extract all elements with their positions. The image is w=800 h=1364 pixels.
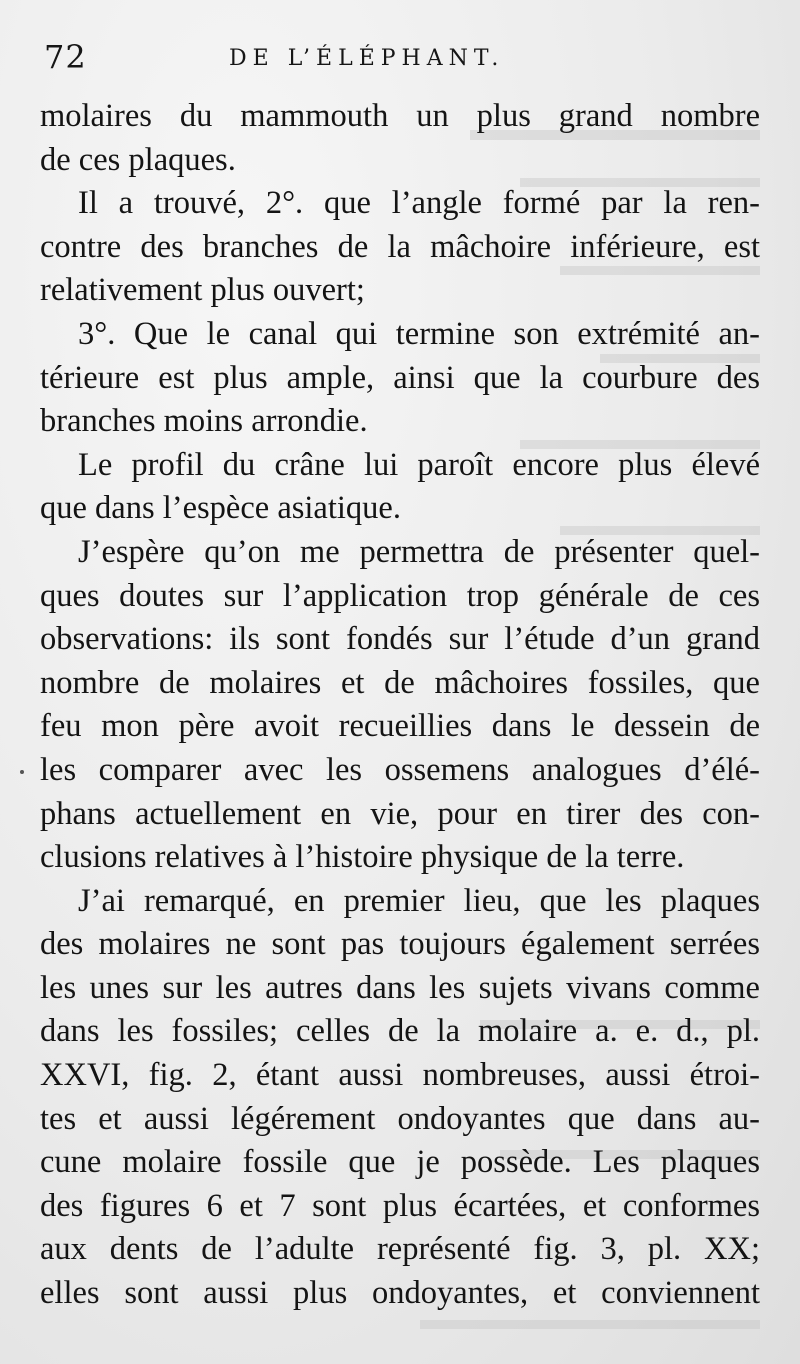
page-number: 72	[44, 38, 87, 76]
text-line: les unes sur les autres dans les sujets vivans comme	[40, 969, 760, 1006]
text-line: branches moins arrondie.	[40, 403, 368, 440]
body-text	[40, 95, 760, 1316]
text-line: cune molaire fossile que je possède. Les plaques	[40, 1144, 760, 1181]
text-line: térieure est plus ample, ainsi que la courbure des	[40, 359, 760, 396]
running-head: DE L’ÉLÉPHANT.	[229, 46, 505, 71]
text-line: J’ai remarqué, en premier lieu, que les plaques	[78, 882, 760, 919]
print-speck	[20, 770, 24, 774]
text-line: nombre de molaires et de mâchoires fossiles, que	[40, 664, 760, 701]
text-line: relativement plus ouvert;	[40, 272, 365, 309]
text-line: clusions relatives à l’histoire physique de la terre.	[40, 839, 685, 876]
text-line: les comparer avec les ossemens analogues d’élé-	[40, 751, 760, 788]
text-line: contre des branches de la mâchoire inférieure, est	[40, 228, 760, 265]
text-line: de ces plaques.	[40, 141, 236, 178]
text-line: Le profil du crâne lui paroît encore plus élevé	[78, 446, 760, 483]
text-line: des molaires ne sont pas toujours également serrées	[40, 926, 760, 963]
text-line: que dans l’espèce asiatique.	[40, 490, 401, 527]
text-line: des figures 6 et 7 sont plus écartées, et conformes	[40, 1187, 760, 1224]
text-line: XXVI, fig. 2, étant aussi nombreuses, aussi étroi-	[40, 1057, 760, 1094]
page-header	[44, 36, 759, 86]
text-line: 3°. Que le canal qui termine son extrémité an-	[78, 315, 760, 352]
text-line: tes et aussi légérement ondoyantes que dans au-	[40, 1100, 760, 1137]
text-line: J’espère qu’on me permettra de présenter quel-	[78, 533, 760, 570]
text-line: elles sont aussi plus ondoyantes, et conviennent	[40, 1275, 760, 1312]
text-line: molaires du mammouth un plus grand nombre	[40, 98, 760, 134]
text-line: aux dents de l’adulte représenté fig. 3, pl. XX;	[40, 1231, 760, 1268]
text-line: ques doutes sur l’application trop générale de ces	[40, 577, 760, 614]
text-line: phans actuellement en vie, pour en tirer des con-	[40, 795, 760, 832]
text-line: Il a trouvé, 2°. que l’angle formé par la ren-	[78, 185, 760, 222]
text-line: feu mon père avoit recueillies dans le dessein de	[40, 708, 760, 745]
text-line: dans les fossiles; celles de la molaire a. e. d., pl.	[40, 1013, 760, 1050]
text-line: observations: ils sont fondés sur l’étude d’un grand	[40, 621, 760, 658]
